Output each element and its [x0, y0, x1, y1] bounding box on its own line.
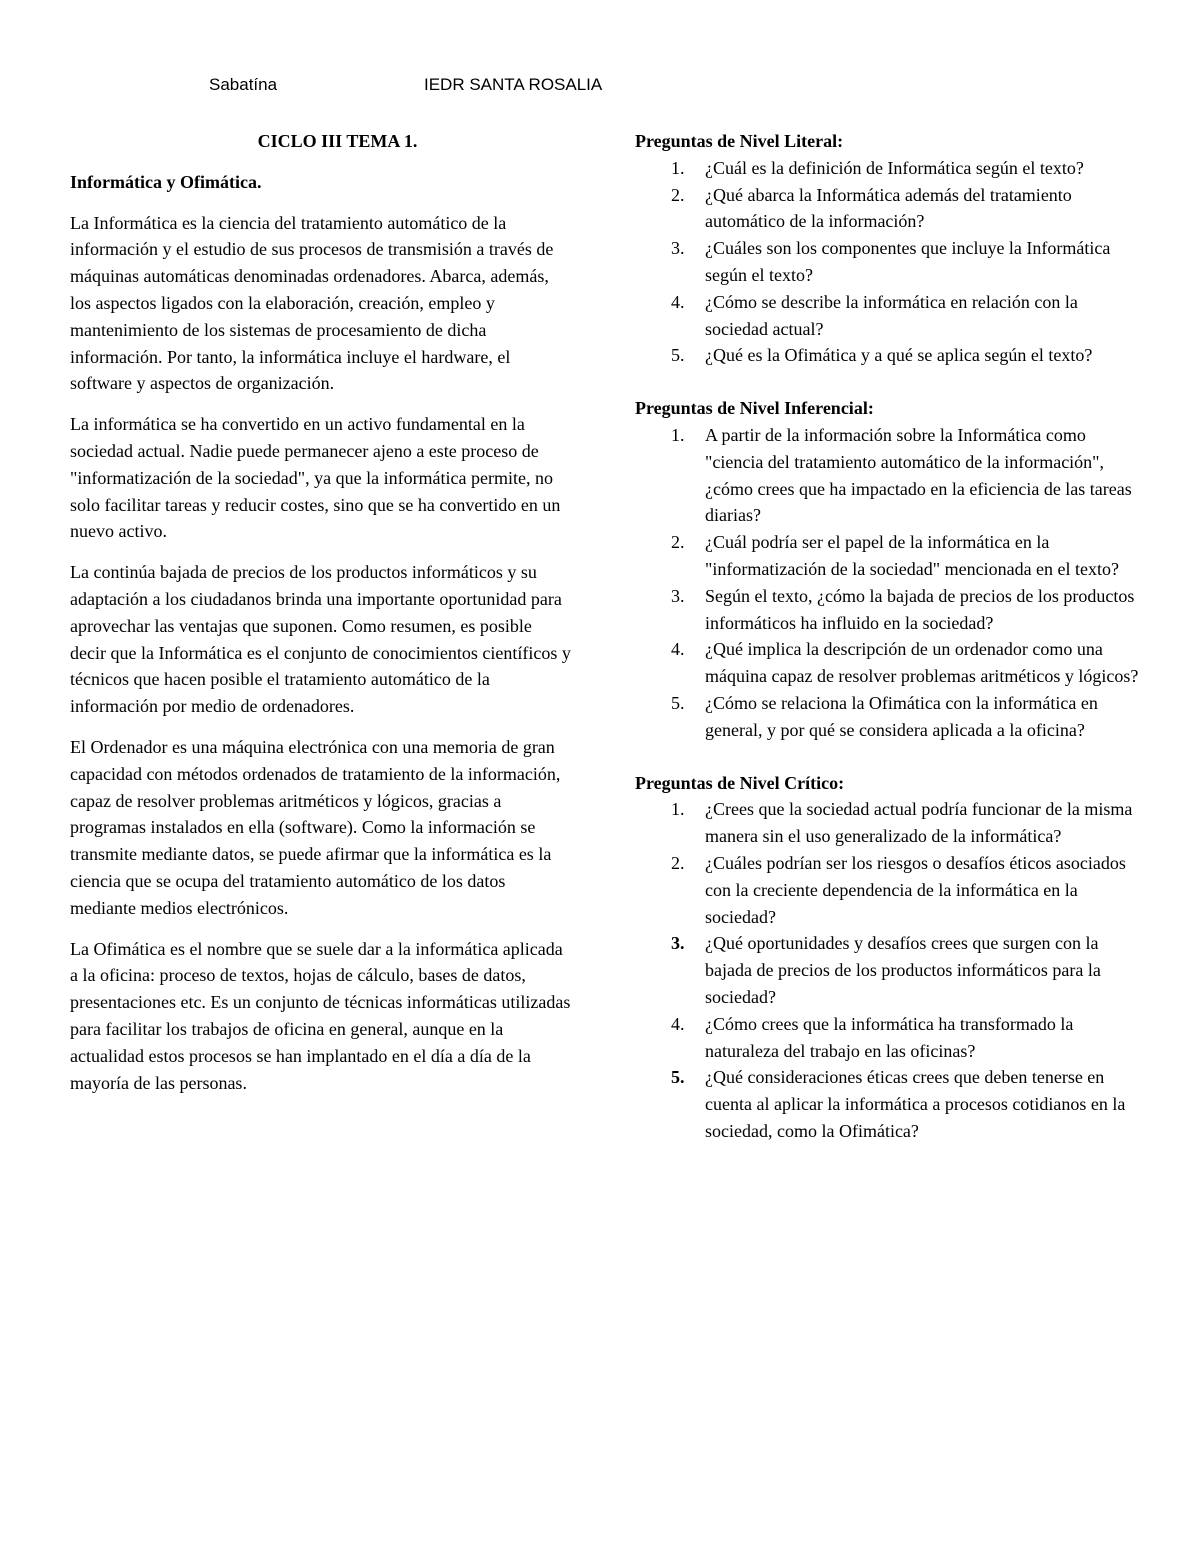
question-item — [635, 583, 1140, 637]
paragraph-price-drop: La continúa bajada de precios de los productos informáticos y su adaptación a los ciudadanos brinda una importante oportunidad para aprovechar las ventajas que suponen. Como resumen, es posible decir que la Informática es el conjunto de conocimientos científicos y técnicos que hacen posible el tratamiento automático de la información por medio de ordenadores. — [70, 562, 571, 717]
question-text: ¿Crees que la sociedad actual podría funcionar de la misma manera sin el uso generalizado de la informática? — [705, 799, 1133, 847]
question-item — [635, 1064, 1140, 1144]
question-item — [635, 342, 1140, 369]
question-text: ¿Qué abarca la Informática además del tratamiento automático de la información? — [705, 184, 1072, 232]
question-text: ¿Qué implica la descripción de un ordenador como una máquina capaz de resolver problemas aritméticos y lógicos? — [705, 639, 1139, 687]
question-number: 3. — [671, 238, 685, 259]
question-text: Según el texto, ¿cómo la bajada de precios de los productos informáticos ha influido en la sociedad? — [705, 585, 1135, 633]
question-text: A partir de la información sobre la Informática como "ciencia del tratamiento automático de la información", ¿cómo crees que ha impactado en la eficiencia de las tareas diarias? — [705, 424, 1132, 526]
question-number: 1. — [671, 799, 685, 820]
section-critico — [635, 770, 1140, 1145]
question-text: ¿Cuáles son los componentes que incluye la Informática según el texto? — [705, 238, 1111, 285]
question-item — [635, 235, 1140, 289]
question-item — [635, 690, 1140, 744]
question-number: 2. — [671, 852, 685, 873]
section-literal — [635, 128, 1140, 369]
question-item — [635, 1011, 1140, 1065]
question-text: ¿Cuál podría ser el papel de la informática en la "informatización de la sociedad" mencionada en el texto? — [705, 532, 1120, 579]
paragraph-informatica-society: La informática se ha convertido en un activo fundamental en la sociedad actual. Nadie puede permanecer ajeno a este proceso de "informatización de la sociedad", ya que la informática permite, no solo facilitar tareas y reducir costes, sino que se ha convertido en un nuevo activo. — [70, 414, 561, 542]
question-item — [635, 422, 1140, 529]
question-text: ¿Qué consideraciones éticas crees que deben tenerse en cuenta al aplicar la informática a procesos cotidianos en la sociedad, como la Ofimática? — [705, 1067, 1126, 1141]
section-inferencial — [635, 395, 1140, 743]
paragraph-ofimatica: La Ofimática es el nombre que se suele dar a la informática aplicada a la oficina: proceso de textos, hojas de cálculo, bases de datos, presentaciones etc. Es un conjunto de técnicas informáticas utilizadas para facilitar los trabajos de oficina en general, aunque en la actualidad estos procesos se han implantado en el día a día de la mayoría de las personas. — [70, 938, 571, 1093]
question-item — [635, 636, 1140, 690]
document-title: CICLO III TEMA 1. — [257, 131, 418, 151]
question-number: 4. — [671, 639, 685, 660]
question-number: 3. — [671, 585, 685, 606]
document-subtitle: Informática y Ofimática. — [70, 171, 262, 192]
section-heading: Preguntas de Nivel Crítico: — [635, 772, 845, 793]
question-number: 4. — [671, 1013, 685, 1034]
paragraph-informatica-definition: La Informática es la ciencia del tratamiento automático de la información y el estudio de sus procesos de transmisión a través de máquinas automáticas denominadas ordenadores. Abarca, además, los aspectos ligados con la elaboración, creación, empleo y mantenimiento de los sistemas de procesamiento de dicha información. Por tanto, la informática incluye el hardware, el software y aspectos de organización. — [70, 212, 554, 394]
section-heading: Preguntas de Nivel Inferencial: — [635, 398, 874, 419]
question-number: 1. — [671, 424, 685, 445]
question-item — [635, 289, 1140, 343]
question-item — [635, 155, 1140, 182]
question-text: ¿Qué oportunidades y desafíos crees que surgen con la bajada de precios de los productos informáticos para la sociedad? — [705, 933, 1101, 1007]
question-number: 5. — [671, 692, 685, 713]
question-number: 2. — [671, 532, 685, 553]
question-number: 1. — [671, 157, 685, 178]
reading-column — [70, 128, 575, 1110]
question-list — [635, 155, 1140, 369]
paragraph-ordenador: El Ordenador es una máquina electrónica con una memoria de gran capacidad con métodos ordenados de tratamiento de la información, capaz de resolver problemas aritméticos y lógicos, gracias a programas instalados en ella (software). Como la información se transmite mediante datos, se puede afirmar que la informática es la ciencia que se ocupa del tratamiento automático de los datos mediante medios electrónicos. — [70, 736, 561, 918]
question-number: 4. — [671, 291, 685, 312]
question-item — [635, 930, 1140, 1010]
question-text: ¿Cómo se relaciona la Ofimática con la informática en general, y por qué se considera aplicada a la oficina? — [705, 692, 1098, 740]
question-list — [635, 796, 1140, 1144]
questions-column — [635, 128, 1140, 1171]
question-text: ¿Qué es la Ofimática y a qué se aplica según el texto? — [705, 345, 1093, 366]
question-number: 5. — [671, 345, 685, 366]
question-list — [635, 422, 1140, 744]
header-school-name: IEDR SANTA ROSALIA — [424, 75, 603, 94]
header-school-day: Sabatína — [209, 75, 278, 94]
question-text: ¿Cómo crees que la informática ha transformado la naturaleza del trabajo en las oficinas? — [705, 1013, 1074, 1061]
question-item — [635, 182, 1140, 236]
question-text: ¿Cuál es la definición de Informática según el texto? — [705, 157, 1084, 178]
question-item — [635, 796, 1140, 850]
question-item — [635, 850, 1140, 930]
question-item — [635, 529, 1140, 583]
question-number: 2. — [671, 184, 685, 205]
section-heading: Preguntas de Nivel Literal: — [635, 131, 844, 151]
question-text: ¿Cómo se describe la informática en relación con la sociedad actual? — [705, 291, 1078, 339]
question-number: 3. — [671, 933, 685, 954]
question-number: 5. — [671, 1067, 685, 1088]
question-text: ¿Cuáles podrían ser los riesgos o desafíos éticos asociados con la creciente dependencia de la informática en la sociedad? — [705, 852, 1126, 927]
